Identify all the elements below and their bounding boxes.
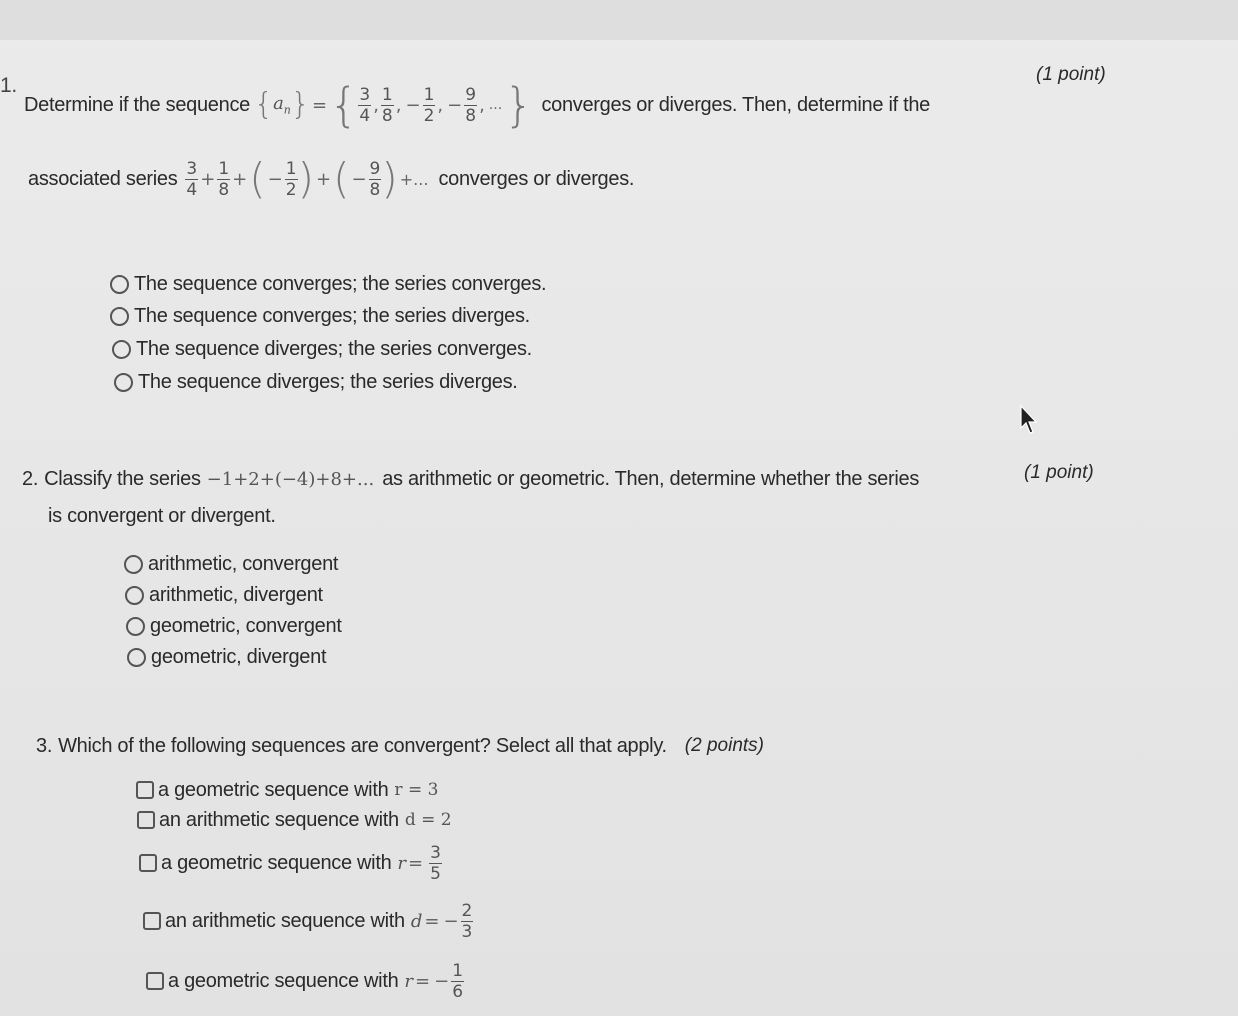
q3-option-1[interactable]: a geometric sequence with r = 3 bbox=[136, 776, 438, 804]
checkbox[interactable] bbox=[146, 972, 164, 990]
question-1-line-2-tail: converges or diverges. bbox=[438, 167, 635, 190]
radio-button[interactable] bbox=[124, 555, 143, 574]
q3-option-2[interactable]: an arithmetic sequence with d = 2 bbox=[137, 806, 452, 834]
q2-option-2[interactable]: arithmetic, divergent bbox=[125, 580, 342, 611]
question-1-line-1-tail: converges or diverges. Then, determine if the bbox=[541, 93, 931, 116]
associated-series-label: associated series bbox=[28, 167, 178, 190]
series-tail: +... bbox=[399, 169, 429, 189]
q1-option-1[interactable]: The sequence converges; the series converges. bbox=[110, 268, 546, 300]
mouse-cursor-icon bbox=[1018, 404, 1040, 436]
radio-button[interactable] bbox=[125, 586, 144, 605]
question-2-text-after: as arithmetic or geometric. Then, determine whether the series bbox=[382, 467, 920, 490]
question-2-line-2: is convergent or divergent. bbox=[48, 505, 276, 527]
radio-button[interactable] bbox=[127, 648, 146, 667]
q3-option-3[interactable]: a geometric sequence with r = $\frac{3}{5}$ bbox=[139, 836, 442, 890]
radio-button[interactable] bbox=[110, 307, 129, 326]
q2-option-4[interactable]: geometric, divergent bbox=[127, 642, 342, 673]
question-3-number: 3. bbox=[36, 734, 53, 757]
question-1-number: 1. bbox=[0, 74, 17, 97]
question-1-intro: Determine if the sequence bbox=[24, 93, 250, 116]
radio-button[interactable] bbox=[110, 275, 129, 294]
sequence-term-3: $\frac{1}{2}$ bbox=[423, 84, 435, 126]
question-1-line-2: associated series $\frac{3}{4}$ + $\frac{1}{8}$ + ( − $\frac{1}{2}$ ) + ( − $\frac{9}{8}$ ) +... converges or diverges. bbox=[28, 154, 635, 203]
q1-option-4[interactable]: The sequence diverges; the series diverges. bbox=[114, 366, 546, 398]
question-2-text-before: Classify the series bbox=[44, 467, 201, 490]
question-2-options bbox=[124, 549, 342, 673]
question-1-options bbox=[110, 268, 546, 398]
question-2-line-1 bbox=[22, 464, 919, 494]
question-3-line bbox=[36, 732, 764, 760]
checkbox[interactable] bbox=[139, 854, 157, 872]
checkbox[interactable] bbox=[136, 781, 154, 799]
question-2-number: 2. bbox=[22, 467, 39, 490]
checkbox[interactable] bbox=[137, 811, 155, 829]
question-3-text: Which of the following sequences are convergent? Select all that apply. bbox=[58, 734, 667, 757]
q3-option-5[interactable]: a geometric sequence with r = − $\frac{1}{6}$ bbox=[146, 954, 464, 1008]
question-1-points: (1 point) bbox=[1036, 64, 1106, 85]
sequence-term-1: $\frac{3}{4}$ bbox=[359, 84, 371, 126]
q3-option-4[interactable]: an arithmetic sequence with d = − $\frac{2}{3}$ bbox=[143, 894, 473, 948]
sequence-symbol: $a_n$ bbox=[273, 93, 291, 117]
checkbox[interactable] bbox=[143, 912, 161, 930]
sequence-term-2: $\frac{1}{8}$ bbox=[381, 84, 393, 126]
question-2-points: (1 point) bbox=[1024, 462, 1094, 483]
sequence-term-4: $\frac{9}{8}$ bbox=[465, 84, 477, 126]
browser-top-edge bbox=[0, 0, 1238, 40]
q1-option-3[interactable]: The sequence diverges; the series converges. bbox=[112, 333, 546, 366]
q2-option-3[interactable]: geometric, convergent bbox=[126, 611, 342, 642]
radio-button[interactable] bbox=[114, 373, 133, 392]
radio-button[interactable] bbox=[126, 617, 145, 636]
question-2-series: −1+2+(−4)+8+... bbox=[206, 468, 375, 490]
q2-option-1[interactable]: arithmetic, convergent bbox=[124, 549, 342, 580]
question-3-points: (2 points) bbox=[684, 735, 764, 756]
q1-option-2[interactable]: The sequence converges; the series diverges. bbox=[110, 300, 546, 333]
radio-button[interactable] bbox=[112, 340, 131, 359]
question-1-line-1: Determine if the sequence { $a_n$ } = { $\frac{3}{4}$ , $\frac{1}{8}$ , − $\frac{1}{2}$ , − $\frac{9}{8}$ , ... } converges or diverges. Then, determine if the bbox=[24, 78, 931, 132]
